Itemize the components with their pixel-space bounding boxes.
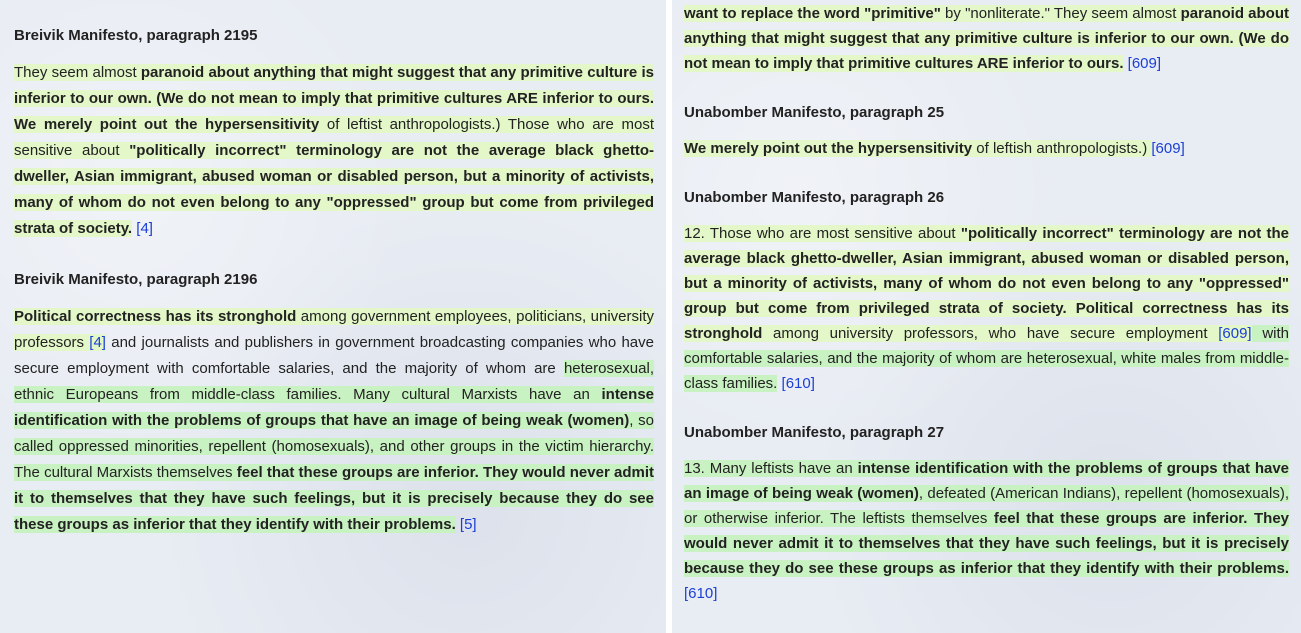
bold-text-segment: intense identification with the problems of groups that have an image of being weak (women) — [14, 386, 654, 429]
text-segment: by "nonliterate." They seem almost — [940, 5, 1181, 22]
unabomber-26-heading: Unabomber Manifesto, paragraph 26 — [684, 189, 945, 206]
reference-link[interactable]: [609] — [1127, 55, 1162, 72]
unabomber-27-paragraph — [684, 456, 1289, 606]
bold-text-segment: paranoid about anything that might suggest that any primitive culture is inferior to our own. (We do not mean to imply that primitive cultures ARE inferior to ours. — [684, 5, 1289, 72]
reference-link[interactable]: [5] — [459, 516, 477, 533]
text-segment: among university professors, who have secure employment — [762, 325, 1219, 342]
reference-link[interactable]: [610] — [781, 375, 815, 392]
reference-link[interactable]: [4] — [89, 334, 106, 351]
unabomber-25-heading: Unabomber Manifesto, paragraph 25 — [684, 104, 945, 121]
unabomber-24-continuation — [684, 1, 1289, 76]
bold-text-segment: want to replace the word "primitive" — [684, 5, 941, 22]
text-segment: with comfortable salaries, and the majority of whom are heterosexual, white males from middle-class families. — [684, 325, 1289, 392]
breivik-2196-paragraph — [14, 304, 654, 538]
reference-link[interactable]: [4] — [136, 220, 153, 237]
breivik-2195-heading: Breivik Manifesto, paragraph 2195 — [14, 27, 258, 44]
bold-text-segment: feel that these groups are inferior. They would never admit it to themselves that they have such feelings, but it is precisely because they do see these groups as inferior that they identify with their problems. — [684, 510, 1289, 577]
bold-text-segment: intense identification with the problems of groups that have an image of being weak (women) — [684, 460, 1290, 502]
bold-text-segment: feel that these groups are inferior. They would never admit it to themselves that they have such feelings, but it is precisely because they do see these groups as inferior that they identify with their problems. — [14, 464, 654, 533]
unabomber-27-heading: Unabomber Manifesto, paragraph 27 — [684, 424, 945, 441]
bold-text-segment: paranoid about anything that might suggest that any primitive culture is inferior to our own. (We do not mean to imply that primitive cultures ARE inferior to ours. We merely point out the hypersensitivity — [14, 64, 654, 133]
bold-text-segment: Political correctness has its stronghold — [14, 308, 297, 325]
text-segment: heterosexual, ethnic Europeans from middle-class families. Many cultural Marxists have an — [14, 360, 654, 403]
breivik-2196-heading: Breivik Manifesto, paragraph 2196 — [14, 271, 258, 288]
text-segment: , defeated (American Indians), repellent (homosexuals), or otherwise inferior. The leftists themselves — [684, 485, 1289, 527]
text-segment: They seem almost — [14, 64, 141, 81]
breivik-2195-paragraph — [14, 60, 654, 242]
reference-link[interactable]: [609] — [1218, 325, 1252, 342]
bold-text-segment: "politically incorrect" terminology are not the average black ghetto-dweller, Asian immigrant, abused woman or disabled person, but a minority of activists, many of whom do not even belong to any "oppressed" group but come from privileged strata of society. Political correctness has its stronghold — [684, 225, 1289, 342]
text-segment: , so called oppressed minorities, repellent (homosexuals), and other groups in the victim hierarchy. The cultural Marxists themselves — [14, 412, 655, 481]
text-segment: of leftish anthropologists.) — [972, 140, 1152, 157]
text-segment: and journalists and publishers in government broadcasting companies who have secure employment with comfortable salaries, and the majority of whom are — [14, 334, 654, 377]
reference-link[interactable]: [610] — [684, 585, 718, 602]
text-segment: among government employees, politicians, university professors — [14, 308, 654, 351]
bold-text-segment: "politically incorrect" terminology are not the average black ghetto-dweller, Asian immigrant, abused woman or disabled person, but a minority of activists, many of whom do not even belong to any "oppressed" group but come from privileged strata of society. — [14, 142, 654, 237]
text-segment: 13. Many leftists have an — [684, 460, 858, 477]
unabomber-26-paragraph — [684, 221, 1289, 396]
reference-link[interactable]: [609] — [1151, 140, 1185, 157]
text-segment: of leftist anthropologists.) Those who are most sensitive about — [14, 116, 654, 159]
text-segment: 12. Those who are most sensitive about — [684, 225, 961, 242]
right-panel — [672, 0, 1301, 633]
unabomber-25-paragraph — [684, 136, 1289, 161]
bold-text-segment: We merely point out the hypersensitivity — [684, 140, 973, 157]
